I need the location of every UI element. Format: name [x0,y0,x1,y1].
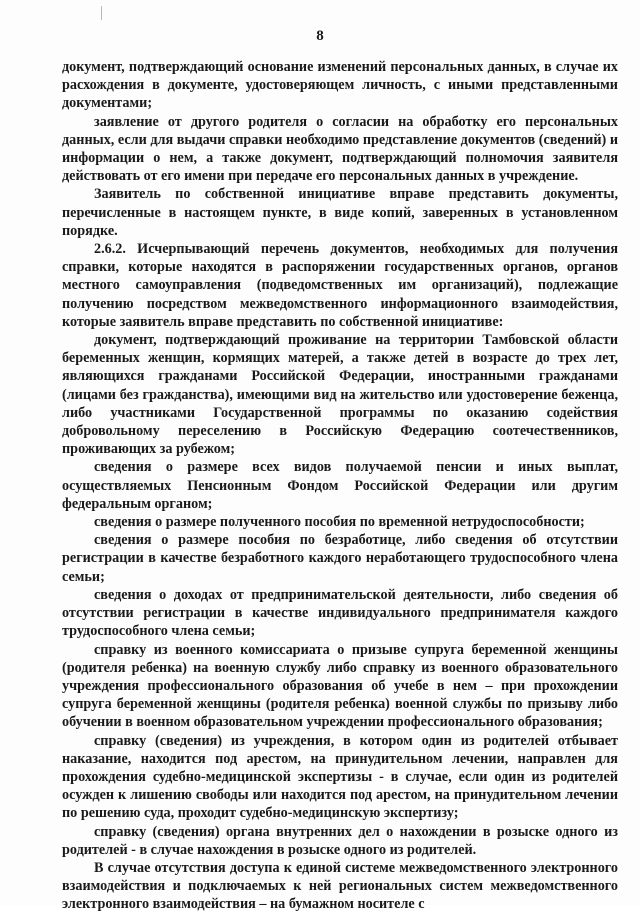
paragraph-unemployment-benefit: сведения о размере пособия по безработице, либо сведения об отсутствии регистрации в качестве безработного каждого неработающего трудоспособного члена семьи; [62,532,618,585]
paragraph-residence-document: документ, подтверждающий проживание на территории Тамбовской области беременных женщин, кормящих матерей, а также детей в возрасте до трех лет, являющихся гражданами Российской Федерации, иностранными гражданами (лицами без гражданства), имеющими вид на жительство или удостоверение беженца, либо участниками Государственной программы по оказанию содействия добровольному переселению в Российскую Федерацию соотечественников, проживающих за рубежом; [62,332,618,458]
page-number: 8 [316,28,324,44]
paragraph-penal-institution-certificate: справку (сведения) из учреждения, в котором один из родителей отбывает наказание, находится под арестом, на принудительном лечении, направлен для прохождения судебно-медицинской экспертизы - в случае, если один из родителей осужден к лишению свободы или находится под арестом, на принудительном лечении по решению суда, проходит судебно-медицинскую экспертизу; [62,732,618,822]
paragraph-wanted-parent-certificate: справку (сведения) органа внутренних дел о нахождении в розыске одного из родителей - в случае нахождения в розыске одного из родителей. [62,823,618,858]
paragraph-own-initiative-copies: Заявитель по собственной инициативе вправе представить документы, перечисленные в настоящем пункте, в виде копий, заверенных в установленном порядке. [62,186,618,239]
paragraph-military-certificate: справку из военного комиссариата о призыве супруга беременной женщины (родителя ребенка) на военную службу либо справку из военного образовательного учреждения профессионального образования об учебе в нем – при прохождении супруга беременной женщины (родителя ребенка) военной службы по призыву либо обучении в военном образовательном учреждении профессионального образования; [62,641,618,731]
paragraph-section-2-6-2: 2.6.2. Исчерпывающий перечень документов, необходимых для получения справки, которые находятся в распоряжении государственных органов, органов местного самоуправления (подведомственных им организаций), подлежащие получению посредством межведомственного информационного взаимодействия, которые заявитель вправе представить по собственной инициативе: [62,241,618,330]
paragraph-pension-info: сведения о размере всех видов получаемой пенсии и иных выплат, осуществляемых Пенсионным Фондом Российской Федерации или другим федеральным органом; [62,459,618,512]
paragraph-identity-mismatch-document: документ, подтверждающий основание изменений персональных данных, в случае их расхождения в документе, удостоверяющем личность, с иными представленными документами; [62,59,618,112]
scan-artifact-mark [101,6,102,20]
paragraph-business-income: сведения о доходах от предпринимательской деятельности, либо сведения об отсутствии регистрации в качестве индивидуального предпринимателя каждого трудоспособного члена семьи; [62,586,618,640]
paragraph-other-parent-consent: заявление от другого родителя о согласии на обработку его персональных данных, если для выдачи справки необходимо представление документов (сведений) и информации о нем, а также документ, подтверждающий полномочия заявителя действовать от его имени при передаче его персональных данных в учреждение. [62,113,618,185]
paragraph-no-electronic-access: В случае отсутствия доступа к единой системе межведомственного электронного взаимодействия и подключаемых к ней региональных систем межведомственного электронного взаимодействия – на бумажном носителе с [62,859,618,913]
document-body [62,58,618,914]
paragraph-sick-leave-benefit: сведения о размере полученного пособия по временной нетрудоспособности; [94,514,585,531]
